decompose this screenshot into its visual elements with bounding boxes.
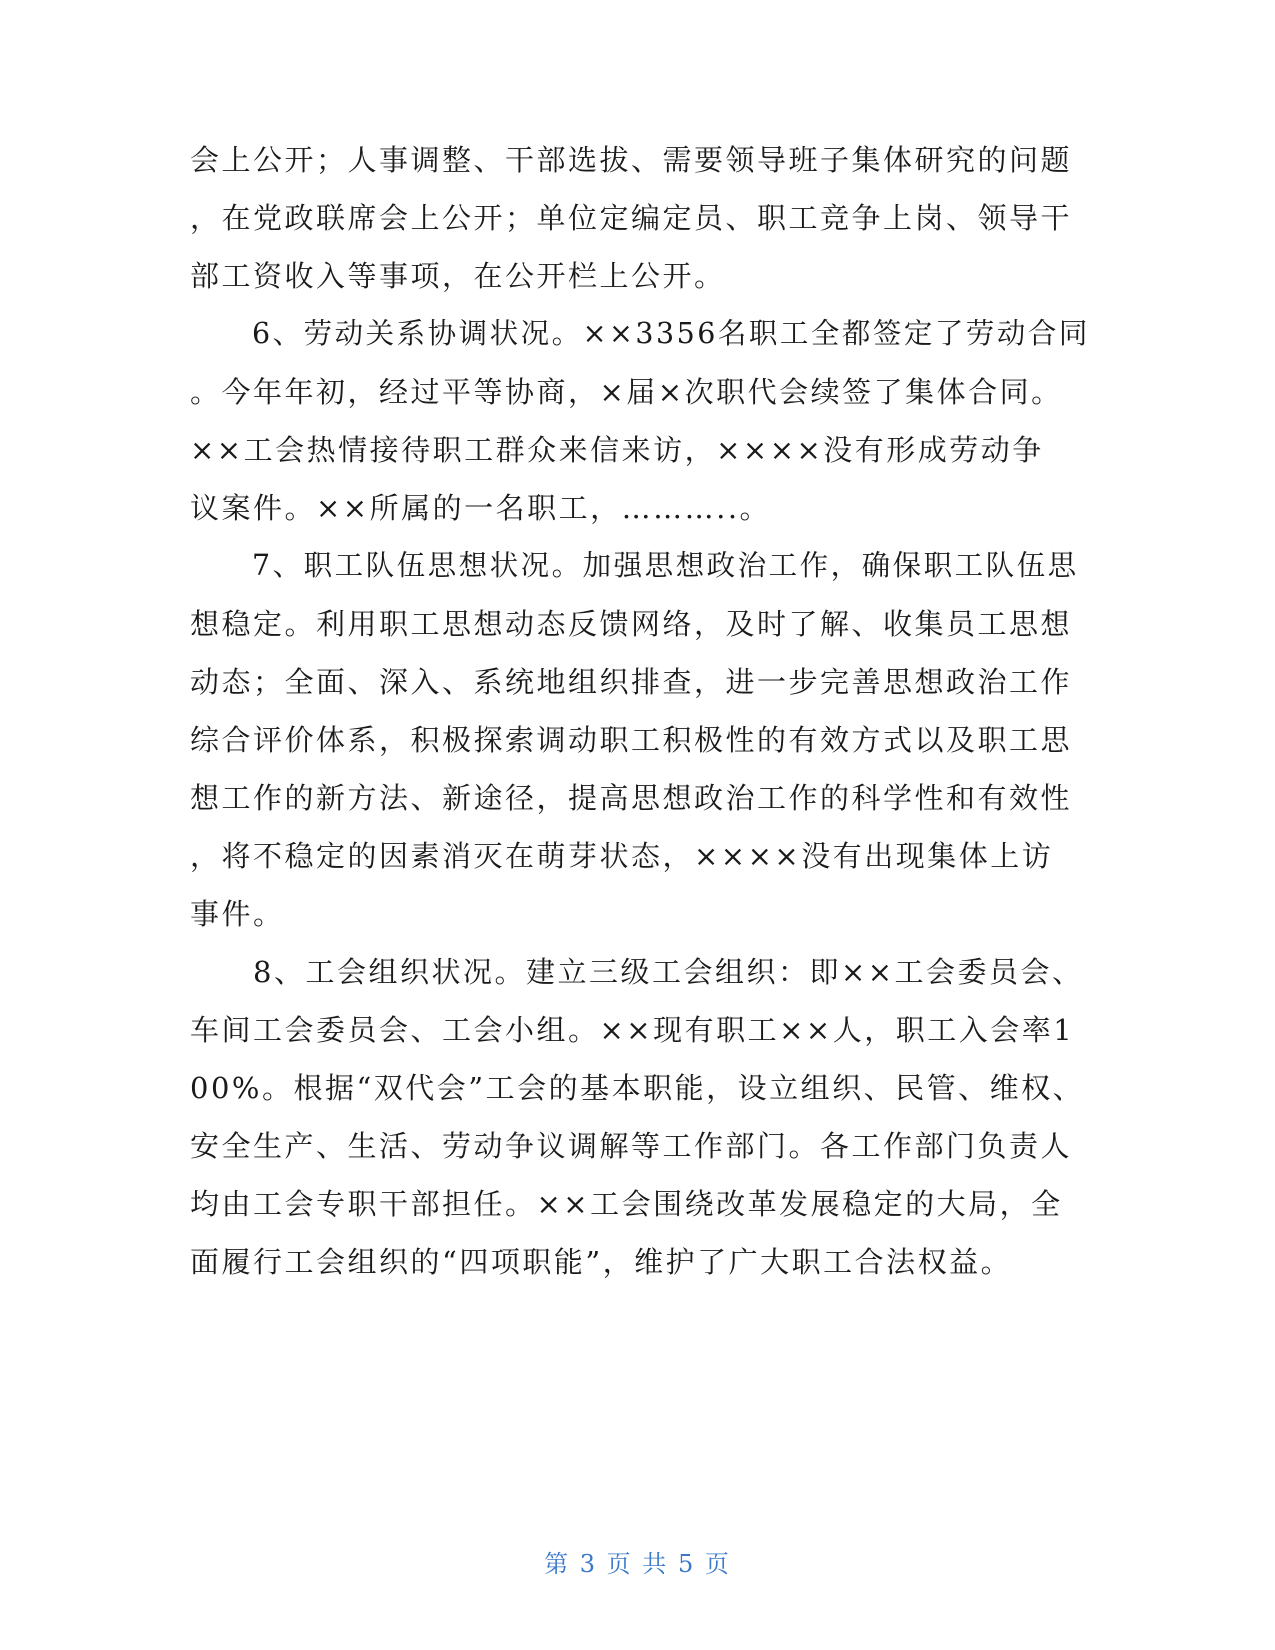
text-line: 面履行工会组织的“四项职能”，维护了广大职工合法权益。 [190, 1245, 1013, 1279]
text-line: 7、职工队伍思想状况。加强思想政治工作，确保职工队伍思 [190, 549, 1079, 582]
text-line: 部工资收入等事项，在公开栏上公开。 [190, 259, 726, 293]
text-line: 想工作的新方法、新途径，提高思想政治工作的科学性和有效性 [190, 781, 1073, 815]
text-line: 8、工会组织状况。建立三级工会组织：即××工会委员会、 [190, 955, 1084, 989]
text-line: 会上公开；人事调整、干部选拔、需要领导班子集体研究的问题 [190, 143, 1073, 177]
text-line: 综合评价体系，积极探索调动职工积极性的有效方式以及职工思 [190, 723, 1073, 757]
text-line: ，在党政联席会上公开；单位定编定员、职工竞争上岗、领导干 [190, 201, 1073, 235]
text-line: 动态；全面、深入、系统地组织排查，进一步完善思想政治工作 [190, 665, 1073, 699]
text-line: 议案件。××所属的一名职工，………..。 [190, 491, 772, 525]
text-line: 事件。 [190, 897, 285, 931]
text-line: 00%。根据“双代会”工会的基本职能，设立组织、民管、维权、 [190, 1071, 1085, 1105]
text-line: ××工会热情接待职工群众来信来访，××××没有形成劳动争 [190, 433, 1044, 467]
text-line: 安全生产、生活、劳动争议调解等工作部门。各工作部门负责人 [190, 1129, 1073, 1163]
text-line: 车间工会委员会、工会小组。××现有职工××人，职工入会率1 [190, 1013, 1075, 1047]
text-line: 6、劳动关系协调状况。××3356名职工全都签定了劳动合同 [190, 317, 1090, 350]
page-number: 第 3 页 共 5 页 [544, 1550, 731, 1578]
text-line: 均由工会专职干部担任。××工会围绕改革发展稳定的大局，全 [190, 1187, 1063, 1221]
text-line: 想稳定。利用职工思想动态反馈网络，及时了解、收集员工思想 [190, 607, 1073, 641]
text-line: ，将不稳定的因素消灭在萌芽状态，××××没有出现集体上访 [190, 839, 1054, 873]
text-line: 。今年年初，经过平等协商，×届×次职代会续签了集体合同。 [190, 375, 1063, 409]
